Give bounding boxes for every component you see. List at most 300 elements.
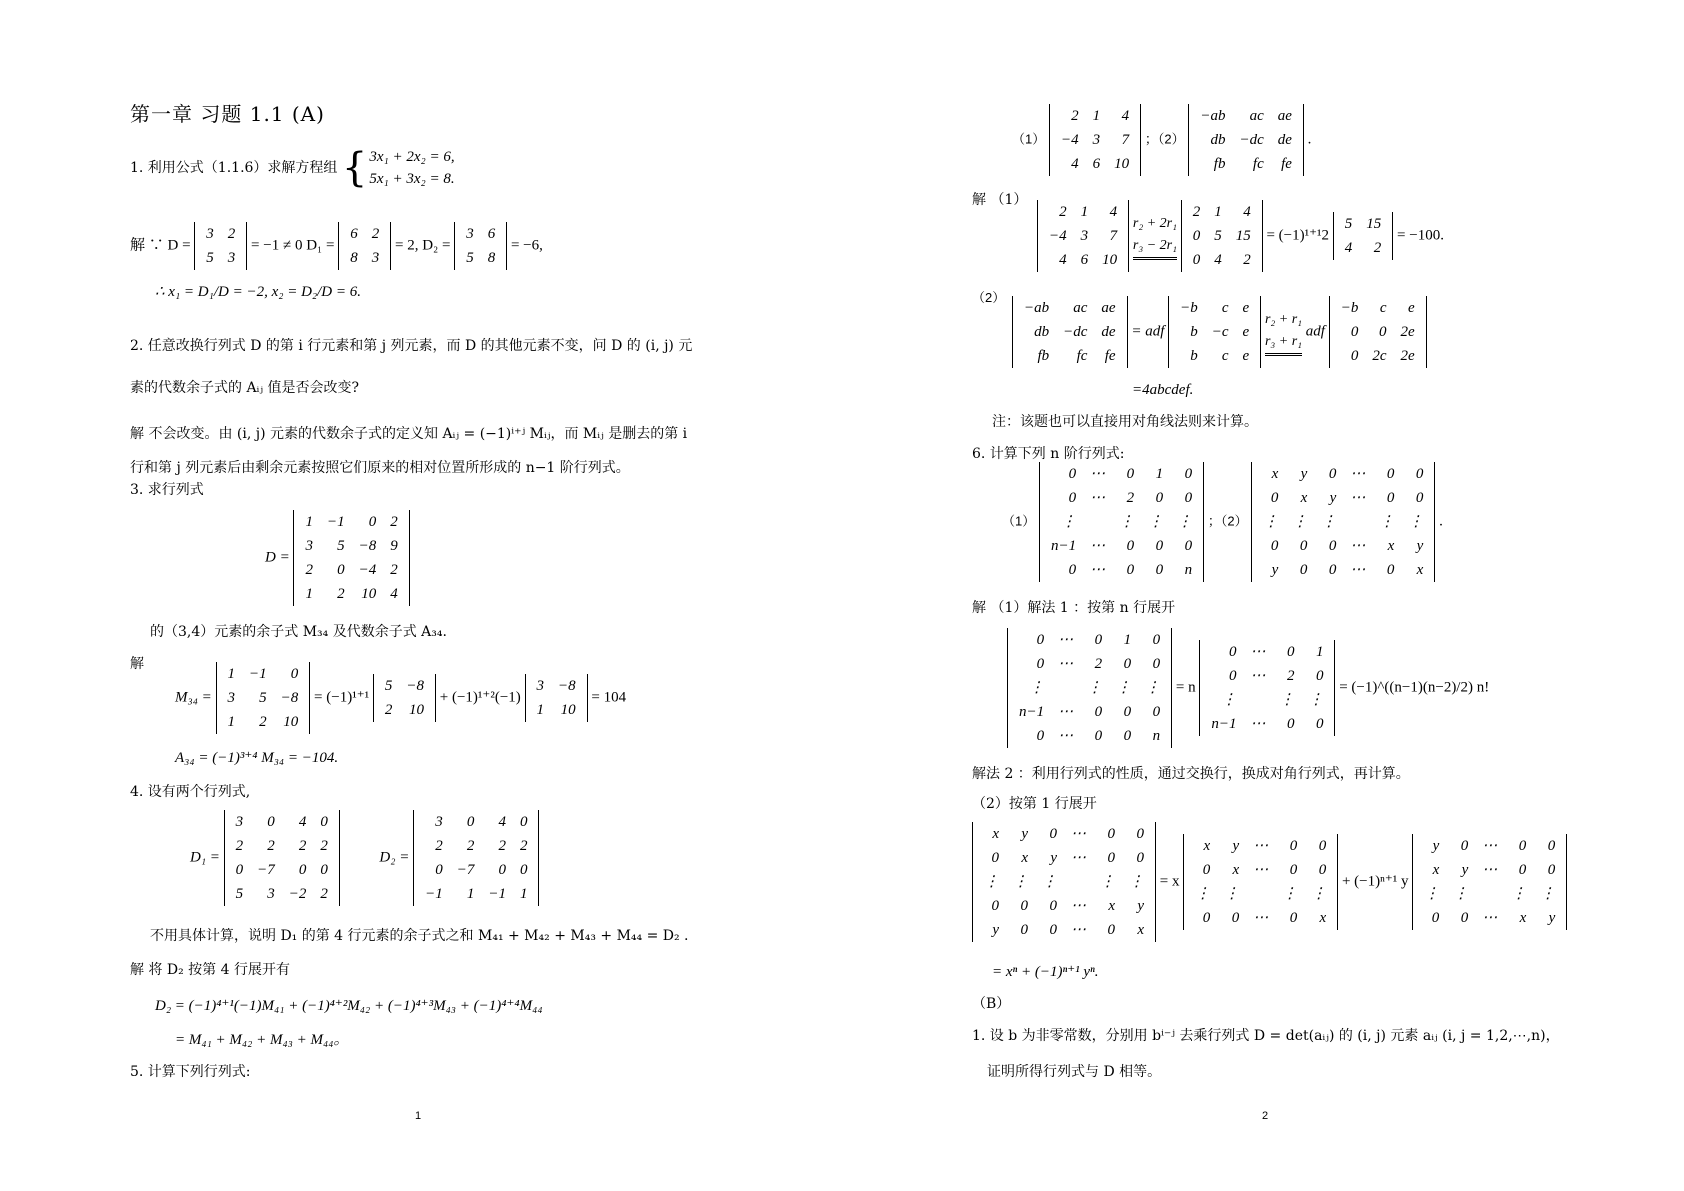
matrix-cell: 0 <box>1228 668 1237 684</box>
matrix-cell: b <box>1190 324 1198 340</box>
q6-s2-det-b <box>1183 834 1338 930</box>
matrix-cell: 0 <box>1155 538 1164 554</box>
matrix-cell: 0 <box>1202 910 1211 926</box>
matrix-cell: 2 <box>305 562 313 578</box>
q1-d1-val: = 2, D₂ = <box>394 237 451 254</box>
matrix-cell: 0 <box>991 850 999 866</box>
matrix-cell: 0 <box>1068 490 1077 506</box>
s1-op1: r₂ + 2r₁ <box>1132 215 1177 231</box>
matrix-cell: 2 <box>384 702 393 718</box>
matrix-cell: −4 <box>358 562 377 578</box>
matrix-row <box>1044 486 1199 510</box>
matrix-cell: 2 <box>320 838 328 854</box>
matrix-cell: 4 <box>390 586 398 602</box>
matrix-cell: 4 <box>1071 156 1079 172</box>
matrix-cell: 6 <box>1092 156 1101 172</box>
matrix-cell: e <box>1242 324 1250 340</box>
matrix-cell: 2e <box>1400 348 1415 364</box>
matrix-cell: 0 <box>1020 922 1028 938</box>
matrix-cell: 4 <box>1109 204 1118 220</box>
matrix-cell: 2 <box>519 838 528 854</box>
matrix-row <box>977 870 1151 894</box>
q6-end: . <box>1439 513 1443 530</box>
q3-eq-mid2: + (−1)¹⁺²(−1) <box>439 689 521 706</box>
matrix-cell: 2 <box>435 838 443 854</box>
matrix-cell: 0 <box>1184 490 1193 506</box>
matrix-row <box>977 894 1151 918</box>
matrix-row <box>1256 558 1430 582</box>
s2-result: =4abcdef. <box>1132 382 1194 398</box>
matrix-row <box>1193 152 1299 176</box>
matrix-cell: 2 <box>371 226 380 242</box>
matrix-cell: 0 <box>1123 704 1132 720</box>
matrix-row <box>530 674 583 698</box>
matrix-cell: 7 <box>1121 132 1130 148</box>
matrix-cell: 5 <box>384 678 393 694</box>
matrix-cell: −7 <box>456 862 475 878</box>
matrix-cell: 0 <box>1350 324 1359 340</box>
matrix-cell: ⋮ <box>1195 886 1211 902</box>
matrix-cell: 4 <box>1214 252 1222 268</box>
matrix-cell: ⋯ <box>1253 862 1269 878</box>
matrix-cell: −b <box>1340 300 1359 316</box>
s2-op2: r₃ + r₁ <box>1265 331 1302 356</box>
matrix-cell <box>1246 882 1275 906</box>
matrix-cell: 0 <box>1036 632 1045 648</box>
matrix-cell: 0 <box>1415 490 1424 506</box>
q4-line2: = M₄₁ + M₄₂ + M₄₃ + M₄₄。 <box>175 1032 349 1048</box>
matrix-cell: x <box>1300 490 1308 506</box>
matrix-row <box>1186 200 1258 224</box>
matrix-cell: 0 <box>1547 862 1556 878</box>
matrix-cell: ⋮ <box>1042 874 1057 890</box>
s1-det-a <box>1037 200 1129 272</box>
matrix-cell: e <box>1242 348 1250 364</box>
matrix-cell: ⋮ <box>1129 874 1144 890</box>
matrix-cell: 0 <box>1386 466 1395 482</box>
q5-label: 5. 计算下列行列式: <box>130 1064 251 1080</box>
matrix-cell: 2 <box>227 226 236 242</box>
matrix-cell: −ab <box>1200 108 1226 124</box>
matrix-cell: fe <box>1281 156 1292 172</box>
page-number-2: 2 <box>1262 1110 1269 1122</box>
matrix-cell: ⋯ <box>1350 562 1366 578</box>
q3-eq-end: = 104 <box>591 689 627 706</box>
matrix-cell: 0 <box>1318 862 1327 878</box>
q6-label: 6. 计算下列 n 阶行列式: <box>972 446 1125 462</box>
matrix-cell: 3 <box>536 678 545 694</box>
q6-s2-label: （2）按第 1 行展开 <box>972 796 1097 812</box>
q4-sol-label: 解 将 D₂ 按第 4 行展开有 <box>130 962 290 978</box>
q1-sol-prefix: 解 ∵ D = <box>130 237 191 254</box>
matrix-cell: 1 <box>1214 204 1222 220</box>
matrix-row <box>229 810 335 834</box>
q4-det-d1 <box>224 810 340 906</box>
matrix-row <box>1417 834 1562 858</box>
matrix-cell: 1 <box>536 702 545 718</box>
matrix-row <box>1256 486 1430 510</box>
matrix-cell: 2 <box>1243 252 1251 268</box>
matrix-cell: 0 <box>1315 668 1324 684</box>
q4-det-d2 <box>413 810 539 906</box>
matrix-cell: ⋮ <box>1119 514 1135 530</box>
matrix-cell: 8 <box>487 250 496 266</box>
matrix-cell: 0 <box>519 862 528 878</box>
matrix-cell: e <box>1408 300 1415 316</box>
matrix-cell: 1 <box>305 586 313 602</box>
matrix-cell: 0 <box>1107 826 1115 842</box>
s2-label: （2） <box>972 290 1006 305</box>
matrix-cell: 0 <box>1202 862 1211 878</box>
matrix-cell: ⋮ <box>1013 874 1028 890</box>
q3-sol-label: 解 <box>130 656 144 672</box>
matrix-row <box>1204 688 1330 712</box>
matrix-cell: fc <box>1076 348 1088 364</box>
matrix-row <box>418 858 534 882</box>
matrix-cell: 0 <box>1020 898 1028 914</box>
matrix-cell: 1 <box>1155 466 1164 482</box>
matrix-cell: −4 <box>1049 228 1067 244</box>
matrix-row <box>1044 510 1199 534</box>
matrix-row <box>378 674 431 698</box>
matrix-cell: ⋮ <box>1145 680 1161 696</box>
matrix-cell: 1 <box>227 666 236 682</box>
q2-answer-line1: 解 不会改变。由 (i, j) 元素的代数余子式的定义知 Aᵢⱼ = (−1)ⁱ⁺ʲ Mᵢⱼ，而 Mᵢⱼ 是删去的第 i <box>130 426 688 442</box>
matrix-cell: 0 <box>1299 562 1308 578</box>
b1-line1: 1. 设 b 为非零常数，分别用 bⁱ⁻ʲ 去乘行列式 D = det(aᵢⱼ) 的 (i, j) 元素 aᵢⱼ (i, j = 1,2,⋯,n)， <box>972 1028 1560 1044</box>
matrix-cell: 1 <box>466 886 475 902</box>
q3-m34-prefix: M₃₄ = <box>175 689 212 706</box>
q1-eq1: 3x₁ + 2x₂ = 6, <box>369 149 455 165</box>
s2-det-a <box>1012 296 1128 368</box>
matrix-cell: x <box>1137 922 1144 938</box>
matrix-cell: 1 <box>1123 632 1132 648</box>
q6-s2-det-a <box>972 822 1156 942</box>
matrix-cell: 0 <box>1155 562 1164 578</box>
matrix-row <box>1017 296 1123 320</box>
matrix-cell: ⋮ <box>1511 886 1527 902</box>
matrix-cell: x <box>1232 862 1240 878</box>
matrix-cell: fe <box>1104 348 1116 364</box>
matrix-cell: c <box>1221 300 1229 316</box>
matrix-row <box>1193 104 1299 128</box>
matrix-cell: 0 <box>1107 850 1115 866</box>
q1-solution <box>130 222 543 270</box>
matrix-cell: n−1 <box>1050 538 1077 554</box>
chapter-title: 第一章 习题 1.1 (A) <box>130 102 325 126</box>
q2-line1: 2. 任意改换行列式 D 的第 i 行元素和第 j 列元素，而 D 的其他元素不变，问 D 的 (i, j) 元 <box>130 338 693 354</box>
matrix-row <box>1256 462 1430 486</box>
matrix-row <box>1204 712 1330 736</box>
matrix-cell: ⋮ <box>984 874 999 890</box>
q6-s1-alt: 解法 2 ：利用行列式的性质，通过交换行，换成对角行列式，再计算。 <box>972 766 1410 782</box>
matrix-cell: 0 <box>1184 538 1193 554</box>
matrix-cell: y <box>1050 850 1057 866</box>
matrix-row <box>1338 236 1389 260</box>
matrix-cell: 0 <box>1094 728 1103 744</box>
matrix-cell: 0 <box>1094 704 1103 720</box>
matrix-cell: ⋯ <box>1058 728 1074 744</box>
matrix-cell: 0 <box>1068 466 1077 482</box>
q1-system: { 3x₁ + 2x₂ = 6, 5x₁ + 3x₂ = 8. <box>341 145 455 191</box>
q3-eq-mid1: = (−1)¹⁺¹ <box>314 689 370 706</box>
matrix-cell: ⋯ <box>1250 644 1266 660</box>
matrix-cell: 2 <box>498 838 506 854</box>
matrix-cell: 1 <box>305 514 313 530</box>
matrix-cell: 0 <box>1192 228 1201 244</box>
matrix-row <box>378 698 431 722</box>
matrix-cell: 3 <box>1080 228 1089 244</box>
q4-d2-prefix: D₂ = <box>379 849 410 866</box>
matrix-row <box>1186 248 1258 272</box>
q1-label: 1. 利用公式（1.1.6）求解方程组 <box>130 160 338 176</box>
matrix-row <box>1017 320 1123 344</box>
matrix-cell: 0 <box>1049 898 1057 914</box>
matrix-row <box>1417 882 1562 906</box>
matrix-cell: 10 <box>1114 156 1130 172</box>
matrix-cell: 5 <box>206 250 214 266</box>
q5-end: . <box>1307 131 1312 148</box>
matrix-row <box>1173 320 1256 344</box>
matrix-cell: 0 <box>1126 466 1135 482</box>
matrix-cell <box>1083 510 1112 534</box>
matrix-cell: y <box>1137 898 1144 914</box>
matrix-cell: −1 <box>249 666 267 682</box>
matrix-cell <box>1243 688 1272 712</box>
matrix-cell: 0 <box>1328 562 1337 578</box>
matrix-cell: x <box>1432 862 1440 878</box>
matrix-cell: 0 <box>498 862 506 878</box>
matrix-cell: y <box>1232 838 1240 854</box>
matrix-cell: 2 <box>1286 668 1295 684</box>
matrix-row <box>1338 212 1389 236</box>
q1-det-d <box>194 222 247 270</box>
matrix-cell: ⋮ <box>1321 514 1337 530</box>
matrix-cell: 0 <box>1286 716 1295 732</box>
matrix-cell: ⋯ <box>1253 910 1269 926</box>
matrix-cell: ⋯ <box>1090 466 1106 482</box>
matrix-cell: fb <box>1037 348 1050 364</box>
matrix-cell: 0 <box>1228 644 1237 660</box>
s1-det-b <box>1181 200 1263 272</box>
matrix-row <box>1188 858 1333 882</box>
matrix-cell: 5 <box>1214 228 1222 244</box>
matrix-cell: ⋮ <box>1379 514 1395 530</box>
matrix-cell: −1 <box>425 886 443 902</box>
matrix-cell: ⋮ <box>1061 514 1077 530</box>
q3-label: 3. 求行列式 <box>130 482 204 498</box>
matrix-cell: de <box>1101 324 1116 340</box>
matrix-cell: n <box>1184 562 1193 578</box>
q6-dets <box>1002 462 1443 582</box>
matrix-cell: x <box>1319 910 1327 926</box>
matrix-row <box>1334 320 1422 344</box>
matrix-row <box>221 710 306 734</box>
q3-det-prefix: D = <box>265 549 290 566</box>
matrix-cell: −dc <box>1063 324 1088 340</box>
matrix-row <box>530 698 583 722</box>
matrix-cell: 0 <box>235 862 244 878</box>
matrix-row <box>1204 664 1330 688</box>
matrix-cell: ⋯ <box>1071 850 1086 866</box>
s2-det-c <box>1329 296 1427 368</box>
matrix-row <box>1044 462 1199 486</box>
matrix-cell: y <box>1548 910 1556 926</box>
matrix-cell: 0 <box>1123 656 1132 672</box>
matrix-cell: n <box>1152 728 1161 744</box>
matrix-cell: e <box>1242 300 1250 316</box>
matrix-cell: 15 <box>1235 228 1251 244</box>
matrix-cell: 6 <box>350 226 358 242</box>
q1-det-d1 <box>338 222 391 270</box>
q6-p1: （1） <box>1002 513 1036 529</box>
matrix-row <box>459 222 502 246</box>
matrix-row <box>977 918 1151 942</box>
matrix-cell <box>1064 870 1093 894</box>
matrix-cell: y <box>1432 838 1440 854</box>
matrix-cell: 0 <box>1049 922 1057 938</box>
q3-det-minor-b <box>525 674 588 722</box>
matrix-row <box>1188 834 1333 858</box>
matrix-cell: 0 <box>1152 656 1161 672</box>
matrix-cell: y <box>992 922 999 938</box>
matrix-cell: 0 <box>1270 538 1279 554</box>
matrix-cell: 4 <box>498 814 506 830</box>
matrix-row <box>1334 296 1422 320</box>
matrix-row <box>1173 344 1256 368</box>
matrix-cell: db <box>1210 132 1226 148</box>
matrix-cell: 0 <box>1460 910 1469 926</box>
matrix-cell: 0 <box>1415 466 1424 482</box>
matrix-cell: n−1 <box>1211 716 1237 732</box>
matrix-cell: 8 <box>350 250 358 266</box>
matrix-cell: 0 <box>298 862 307 878</box>
matrix-cell <box>1475 882 1504 906</box>
matrix-cell: 0 <box>1231 910 1240 926</box>
matrix-cell: 0 <box>1126 538 1135 554</box>
matrix-cell: 3 <box>435 814 443 830</box>
matrix-cell: 2 <box>1059 204 1067 220</box>
matrix-row <box>1256 534 1430 558</box>
matrix-cell: 2 <box>298 838 307 854</box>
matrix-cell: ⋮ <box>1148 514 1164 530</box>
q5-dets <box>1012 104 1311 176</box>
matrix-cell: 4 <box>1059 252 1067 268</box>
matrix-cell: 5 <box>259 690 267 706</box>
matrix-cell: ⋯ <box>1350 466 1366 482</box>
q4-task: 不用具体计算，说明 D₁ 的第 4 行元素的余子式之和 M₄₁ + M₄₂ + M₄₃ + M₄₄ = D₂ . <box>150 928 689 944</box>
q2-answer-line2: 行和第 j 列元素后由剩余元素按照它们原来的相对位置所形成的 n−1 阶行列式。 <box>130 460 630 476</box>
matrix-row <box>1256 510 1430 534</box>
s2-row-ops <box>1265 309 1302 356</box>
q6-s2-expr <box>972 822 1567 942</box>
matrix-cell: 2 <box>1192 204 1201 220</box>
matrix-cell <box>1051 676 1080 700</box>
matrix-row <box>221 686 306 710</box>
q1-eq2: 5x₁ + 3x₂ = 8. <box>369 171 455 187</box>
q5-p1: （1） <box>1012 131 1046 147</box>
q3-det-d <box>293 510 409 606</box>
matrix-cell: 0 <box>1518 862 1527 878</box>
matrix-cell: ⋮ <box>1311 886 1327 902</box>
matrix-cell: 0 <box>1289 838 1298 854</box>
matrix-row <box>1417 906 1562 930</box>
s2-expr <box>1012 296 1427 368</box>
matrix-row <box>1012 724 1167 748</box>
matrix-row <box>1044 534 1199 558</box>
matrix-cell: 0 <box>290 666 299 682</box>
matrix-cell: 0 <box>1289 910 1298 926</box>
q6-det-1 <box>1039 462 1204 582</box>
matrix-cell: 0 <box>1152 704 1161 720</box>
matrix-cell: 0 <box>1107 922 1115 938</box>
matrix-cell: 2c <box>1372 348 1387 364</box>
s1-end: = −100. <box>1397 227 1444 244</box>
matrix-cell: 2 <box>390 562 398 578</box>
matrix-cell: x <box>1271 466 1279 482</box>
matrix-cell: 2 <box>1126 490 1135 506</box>
matrix-cell: ⋯ <box>1482 910 1498 926</box>
matrix-cell: ⋯ <box>1071 826 1086 842</box>
matrix-cell: 0 <box>1152 632 1161 648</box>
s1-row-ops <box>1133 213 1177 260</box>
matrix-row <box>298 510 404 534</box>
matrix-row <box>199 222 242 246</box>
s1-det-c <box>1333 212 1394 260</box>
matrix-cell: 0 <box>1299 538 1308 554</box>
matrix-cell: y <box>1329 490 1337 506</box>
matrix-cell: 2 <box>466 838 475 854</box>
matrix-cell: −c <box>1211 324 1229 340</box>
matrix-cell: 0 <box>1318 838 1327 854</box>
q4-label: 4. 设有两个行列式, <box>130 784 251 800</box>
s1-expr <box>1037 200 1444 272</box>
matrix-cell: 3 <box>466 226 474 242</box>
q3-m34-block <box>175 662 626 734</box>
matrix-cell: c <box>1379 300 1387 316</box>
matrix-row <box>298 558 404 582</box>
matrix-cell: ⋮ <box>1116 680 1132 696</box>
q4-line1: D₂ = (−1)⁴⁺¹(−1)M₄₁ + (−1)⁴⁺²M₄₂ + (−1)⁴⁺³M₄₃ + (−1)⁴⁺⁴M₄₄ <box>155 998 543 1014</box>
q1-sol-text: = −1 ≠ 0 D₁ = <box>251 237 335 254</box>
matrix-row <box>221 662 306 686</box>
matrix-cell: 0 <box>1328 538 1337 554</box>
matrix-cell: 6 <box>487 226 496 242</box>
b1-line2: 证明所得行列式与 D 相等。 <box>987 1064 1162 1080</box>
matrix-cell: −2 <box>288 886 307 902</box>
q6-s1-label: 解 （1）解法 1 ：按第 n 行展开 <box>972 600 1176 616</box>
matrix-cell: fb <box>1213 156 1226 172</box>
matrix-row <box>1204 640 1330 664</box>
matrix-cell: y <box>1300 466 1308 482</box>
matrix-cell: ⋮ <box>1292 514 1308 530</box>
matrix-row <box>229 834 335 858</box>
matrix-row <box>1173 296 1256 320</box>
matrix-cell: 5 <box>235 886 244 902</box>
matrix-row <box>343 246 386 270</box>
matrix-row <box>229 858 335 882</box>
matrix-cell <box>1343 510 1372 534</box>
matrix-cell: de <box>1277 132 1292 148</box>
matrix-cell: 0 <box>1547 838 1556 854</box>
matrix-cell: x <box>1203 838 1211 854</box>
s1-mid: = (−1)¹⁺¹2 <box>1266 227 1330 244</box>
matrix-cell: 4 <box>1121 108 1130 124</box>
matrix-cell: 0 <box>1386 562 1395 578</box>
q3-a34: A₃₄ = (−1)³⁺⁴ M₃₄ = −104. <box>175 750 339 766</box>
matrix-cell: ⋯ <box>1253 838 1269 854</box>
matrix-cell: ⋯ <box>1090 538 1106 554</box>
